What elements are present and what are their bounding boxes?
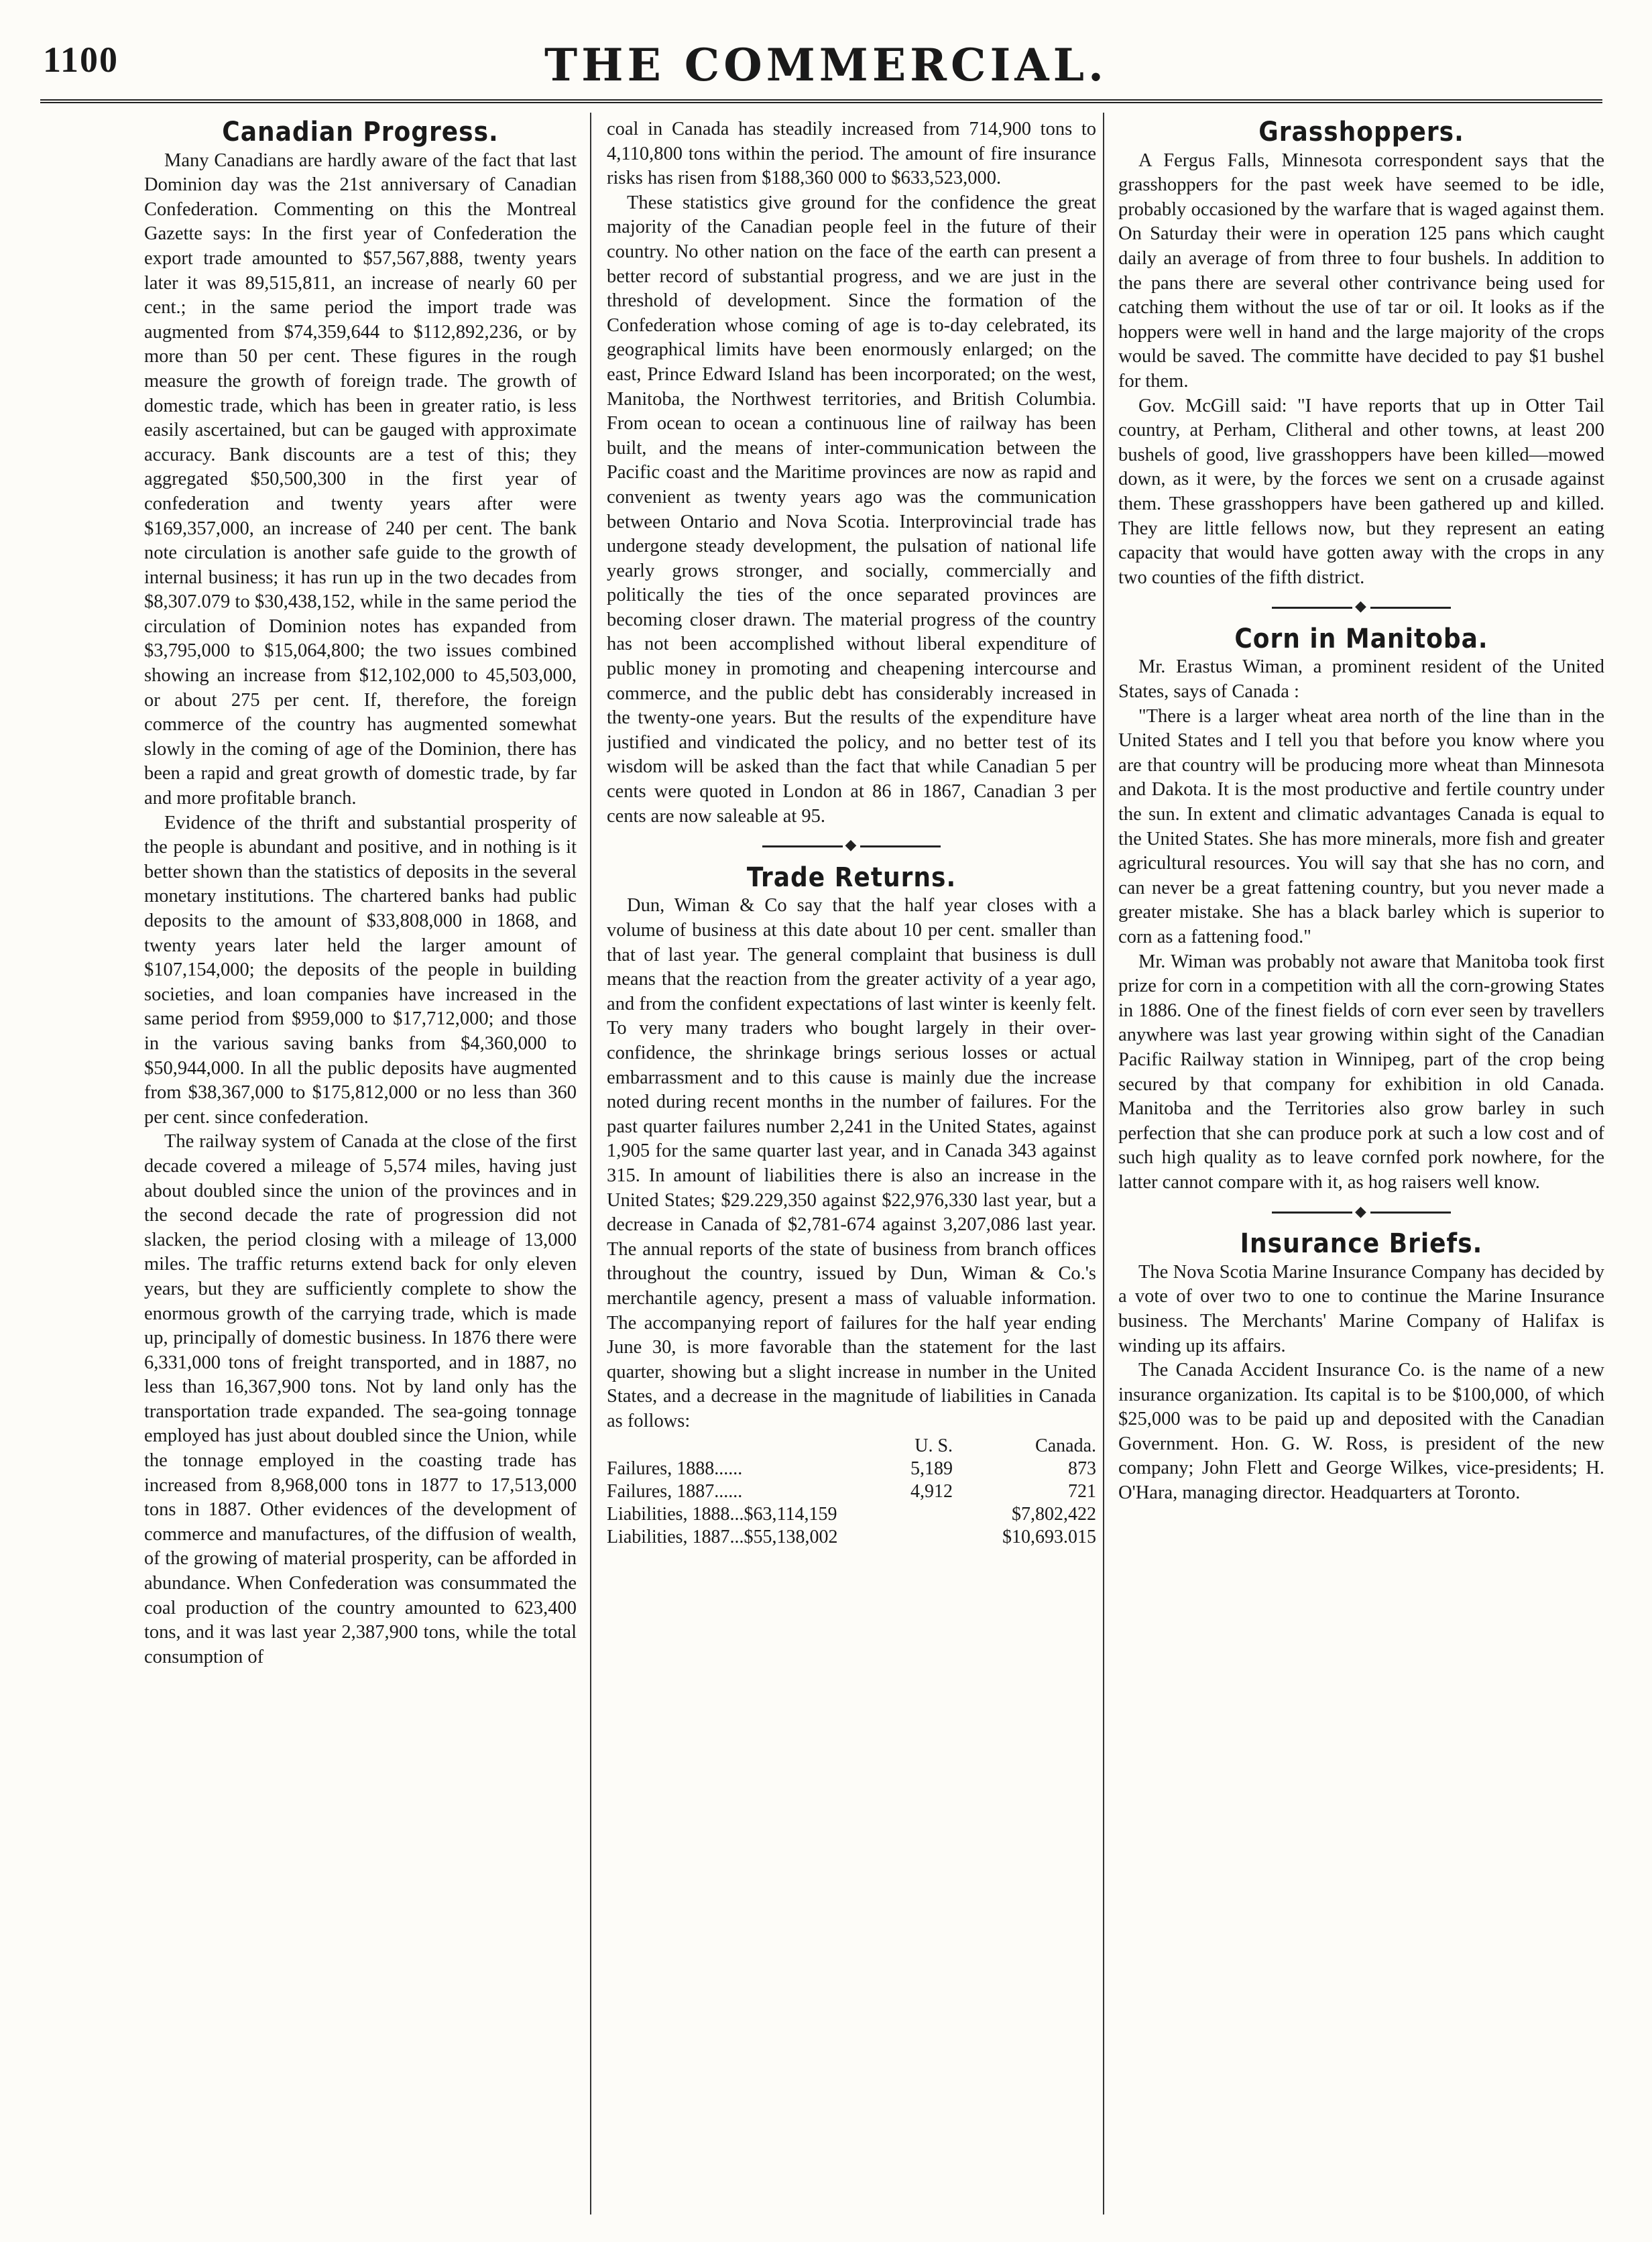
table-cell: 4,912 — [910, 1481, 953, 1502]
paragraph: These statistics give ground for the confidence the great majority of the Canadian people feel in the future of their country. No other nation on the face of the earth can present a better record of substantial progress, and we are just in the threshold of development. Since the formation of the Confederation whose coming of age is to-day celebrated, its geographical limits have been enormously enlarged; on the east, Prince Edward Island has been incorporated; on the west, Manitoba, the Northwest territories, and British Columbia. From ocean to ocean a continuous line of railway has been built, and the means of inter-communication between the Pacific coast and the Maritime provinces are now as rapid and convenient as twenty years ago was the communication between Ontario and Nova Scotia. Interprovincial trade has undergone steady development, the pulsation of national life yearly grows stronger, and socially, commercially and politically the ties of the once separated provinces are becoming closer drawn. The material progress of the country has not been accomplished without liberal expenditure of public money in promoting and cheapening intercourse and commerce, and the public debt has considerably increased in the twenty-one years. But the results of the expenditure have justified and vindicated the policy, and no better test of its wisdom will be asked than the fact that while Canadian 5 per cents were quoted in London at 86 in 1867, Canadian 3 per cents are now saleable at 95. — [607, 192, 1096, 827]
paragraph: A Fergus Falls, Minnesota correspondent says that the grasshoppers for the past week have seemed to be idle, probably occasioned by the warfare that is waged against them. On Saturday their were in operation 125 pans which caught daily an average of from three to four bushels. In addition to the pans there are several other contrivance being used for catching them without the use of tar or oil. It looks as if the hoppers were well in hand and the large majority of the crops would be saved. The committe have decided to pay $1 bushel for them. — [1118, 150, 1604, 392]
article-title-canadian-progress: Canadian Progress. — [222, 117, 499, 148]
table-header: U. S. — [914, 1435, 953, 1457]
table-row — [607, 1458, 1096, 1480]
table-cell: Failures, 1887...... — [607, 1481, 743, 1502]
section-separator: ◆ — [1118, 1199, 1604, 1224]
paragraph: The railway system of Canada at the close of the first decade covered a mileage of 5,574 miles, having just about doubled since the union of the provinces and in the second decade the rate of progression did not slacken, the period closing with a mileage of 13,000 miles. The traffic returns extend back for only eleven years, but they are sufficiently complete to show the enormous growth of the carrying trade, which is made up, principally of domestic business. In 1876 there were 6,331,000 tons of freight transported, and in 1887, no less than 16,367,900 tons. Not by land only has the transportation trade expanded. The sea-going tonnage employed has just about doubled since the Union, while the tonnage employed in the coasting trade has increased from 8,968,000 tons in 1877 to 17,513,000 tons in 1887. Other evidences of the development of commerce and manufactures, of the diffusion of wealth, of the growing of material prosperity, can be afforded in abundance. When Confederation was consummated the coal production of the country amounted to 623,400 tons, and it was last year 2,387,900 tons, while the total consumption of — [144, 1131, 577, 1667]
table-cell: 873 — [1068, 1458, 1096, 1480]
failures-table — [607, 1435, 1096, 1549]
table-header — [607, 1435, 894, 1458]
paragraph: "There is a larger wheat area north of the line than in the United States and I tell you that before you know where you are that country will be producing more wheat than Minnesota and Dakota. It is the most productive and fertile country under the sun. In extent and climatic advantages Canada is equal to the United States. She has more minerals, more fish and greater agricultural resources. You will say that she has no corn, and can never be a great fattening country, but you never made a greater mistake. She has a black barley which is superior to corn as a fattening food." — [1118, 705, 1604, 947]
header-rule — [40, 99, 1602, 103]
column-rule-1 — [590, 113, 591, 2215]
article-title-trade-returns: Trade Returns. — [746, 862, 957, 893]
section-separator: ◆ — [1118, 594, 1604, 619]
article-title-corn-in-manitoba: Corn in Manitoba. — [1234, 623, 1488, 654]
column-1 — [144, 117, 577, 2216]
paragraph: Evidence of the thrift and substantial prosperity of the people is abundant and positive, and in nothing is it better shown than the statistics of deposits in the several monetary institutions. The chartered banks had public deposits to the amount of $33,808,000 in 1868, and twenty years later held the larger amount of $107,154,000; the deposits of the people in building societies, and loan companies have increased in the same period from $959,000 to $17,712,000; and those in the various saving banks from $4,360,000 to $50,944,000. In all the public deposits have augmented from $38,367,000 to $175,812,000 or no less than 360 per cent. since confederation. — [144, 812, 577, 1128]
paragraph: coal in Canada has steadily increased from 714,900 tons to 4,110,800 tons within the period. The amount of fire insurance risks has risen from $188,360 000 to $633,523,000. — [607, 119, 1096, 189]
paragraph: Mr. Wiman was probably not aware that Manitoba took first prize for corn in a competition with all the corn-growing States in 1886. One of the finest fields of corn ever seen by travellers anywhere was last year growing within sight of the Canadian Pacific Railway station in Winnipeg, part of the crop being secured by that company for exhibition in old Canada. Manitoba and the Territories also grow barley in such perfection that she can produce pork at such a low cost and of such high quality as to leave cornfed pork nowhere, for the latter cannot compare with it, as hog raisers well know. — [1118, 951, 1604, 1193]
column-3 — [1118, 117, 1604, 2216]
column-rule-2 — [1103, 113, 1104, 2215]
table-cell: Liabilities, 1887...$55,138,002 — [607, 1527, 838, 1548]
table-cell — [894, 1526, 980, 1549]
table-cell: Liabilities, 1888...$63,114,159 — [607, 1504, 837, 1525]
table-cell — [894, 1503, 980, 1526]
paragraph: Dun, Wiman & Co say that the half year closes with a volume of business at this date about 10 per cent. smaller than that of last year. The general complaint that business is dull means that the reaction from the greater activity of a year ago, and from the confident expectations of last winter is keenly felt. To very many traders who bought largely in their over-confidence, the shrinkage brings serious losses or actual embarrassment and to this cause is mainly due the increase noted during recent months in the number of failures. For the past quarter failures number 2,241 in the United States, against 1,905 for the same quarter last year, and in Canada 343 against 315. In amount of liabilities there is also an increase in the United States; $29.229,350 against $22,976,330 last year, but a decrease in Canada of $2,781-674 against 3,207,086 last year. The annual reports of the state of business from branch offices throughout the country, issued by Dun, Wiman & Co.'s merchantile agency, present a mass of valuable information. The accompanying report of failures for the half year ending June 30, is more favorable than the statement for the last quarter, showing but a slight increase in number in the United States, and a decrease in the magnitude of liabilities in Canada as follows: — [607, 895, 1096, 1431]
paragraph: Mr. Erastus Wiman, a prominent resident of the United States, says of Canada : — [1118, 656, 1604, 703]
table-cell: Failures, 1888...... — [607, 1458, 743, 1480]
table-row — [607, 1503, 1096, 1526]
table-row — [607, 1480, 1096, 1503]
table-header: Canada. — [1035, 1435, 1096, 1457]
table-cell: $10,693.015 — [1002, 1527, 1096, 1548]
paragraph: The Nova Scotia Marine Insurance Company has decided by a vote of over two to one to continue the Marine Insurance business. The Merchants' Marine Company of Halifax is winding up its affairs. — [1118, 1261, 1604, 1356]
paragraph: The Canada Accident Insurance Co. is the name of a new insurance organization. Its capital is to be $100,000, of which $25,000 was to be paid up and deposited with the Canadian Government. Hon. G. W. Ross, is president of the new company; John Flett and George Wilkes, vice-presidents; H. O'Hara, managing director. Headquarters at Toronto. — [1118, 1360, 1604, 1504]
table-cell: 5,189 — [910, 1458, 953, 1480]
masthead: THE COMMERCIAL. — [544, 39, 1108, 91]
article-title-insurance-briefs: Insurance Briefs. — [1240, 1228, 1483, 1260]
table-header-row — [607, 1435, 1096, 1458]
paragraph: Many Canadians are hardly aware of the fact that last Dominion day was the 21st anniversary of Canadian Confederation. Commenting on this the Montreal Gazette says: In the first year of Confederation the export trade amounted to $57,567,888, twenty years later it was 89,515,811, an increase of nearly 60 per cent.; in the same period the import trade was augmented from $74,359,644 to $112,892,236, or by more than 50 per cent. These figures in the rough measure the growth of foreign trade. The growth of domestic trade, which has been in greater ratio, is less easily ascertained, but can be gauged with approximate accuracy. Bank discounts are a test of this; they aggregated $50,500,300 in the first year of confederation and twenty years after were $169,357,000, an increase of 240 per cent. The bank note circulation is another safe guide to the growth of internal business; it has run up in the two decades from $8,307.079 to $30,438,152, while in the same period the circulation of Dominion notes has expanded from $3,795,000 to $15,064,800; the two issues combined showing an increase from $12,102,000 to 45,503,000, or about 275 per cent. If, therefore, the foreign commerce of the country has augmented somewhat slowly in the coming of age of the Dominion, there has been a rapid and great growth of domestic trade, by far and more profitable branch. — [144, 150, 577, 809]
table-cell: 721 — [1068, 1481, 1096, 1502]
article-title-grasshoppers: Grasshoppers. — [1258, 117, 1464, 148]
page-number: 1100 — [43, 40, 119, 80]
section-separator: ◆ — [607, 833, 1096, 858]
paragraph: Gov. McGill said: "I have reports that up in Otter Tail country, at Perham, Clitheral and other towns, at least 200 bushels of good, live grasshoppers have been killed—mowed down, as it were, by the forces we sent on a crusade against them. These grasshoppers have been gathered up and killed. They are little fellows now, but they represent an eating capacity that would have gotten away with the crops in any two counties of the fifth district. — [1118, 395, 1604, 588]
table-row — [607, 1526, 1096, 1549]
column-2 — [607, 117, 1096, 2216]
table-cell: $7,802,422 — [1012, 1504, 1096, 1525]
